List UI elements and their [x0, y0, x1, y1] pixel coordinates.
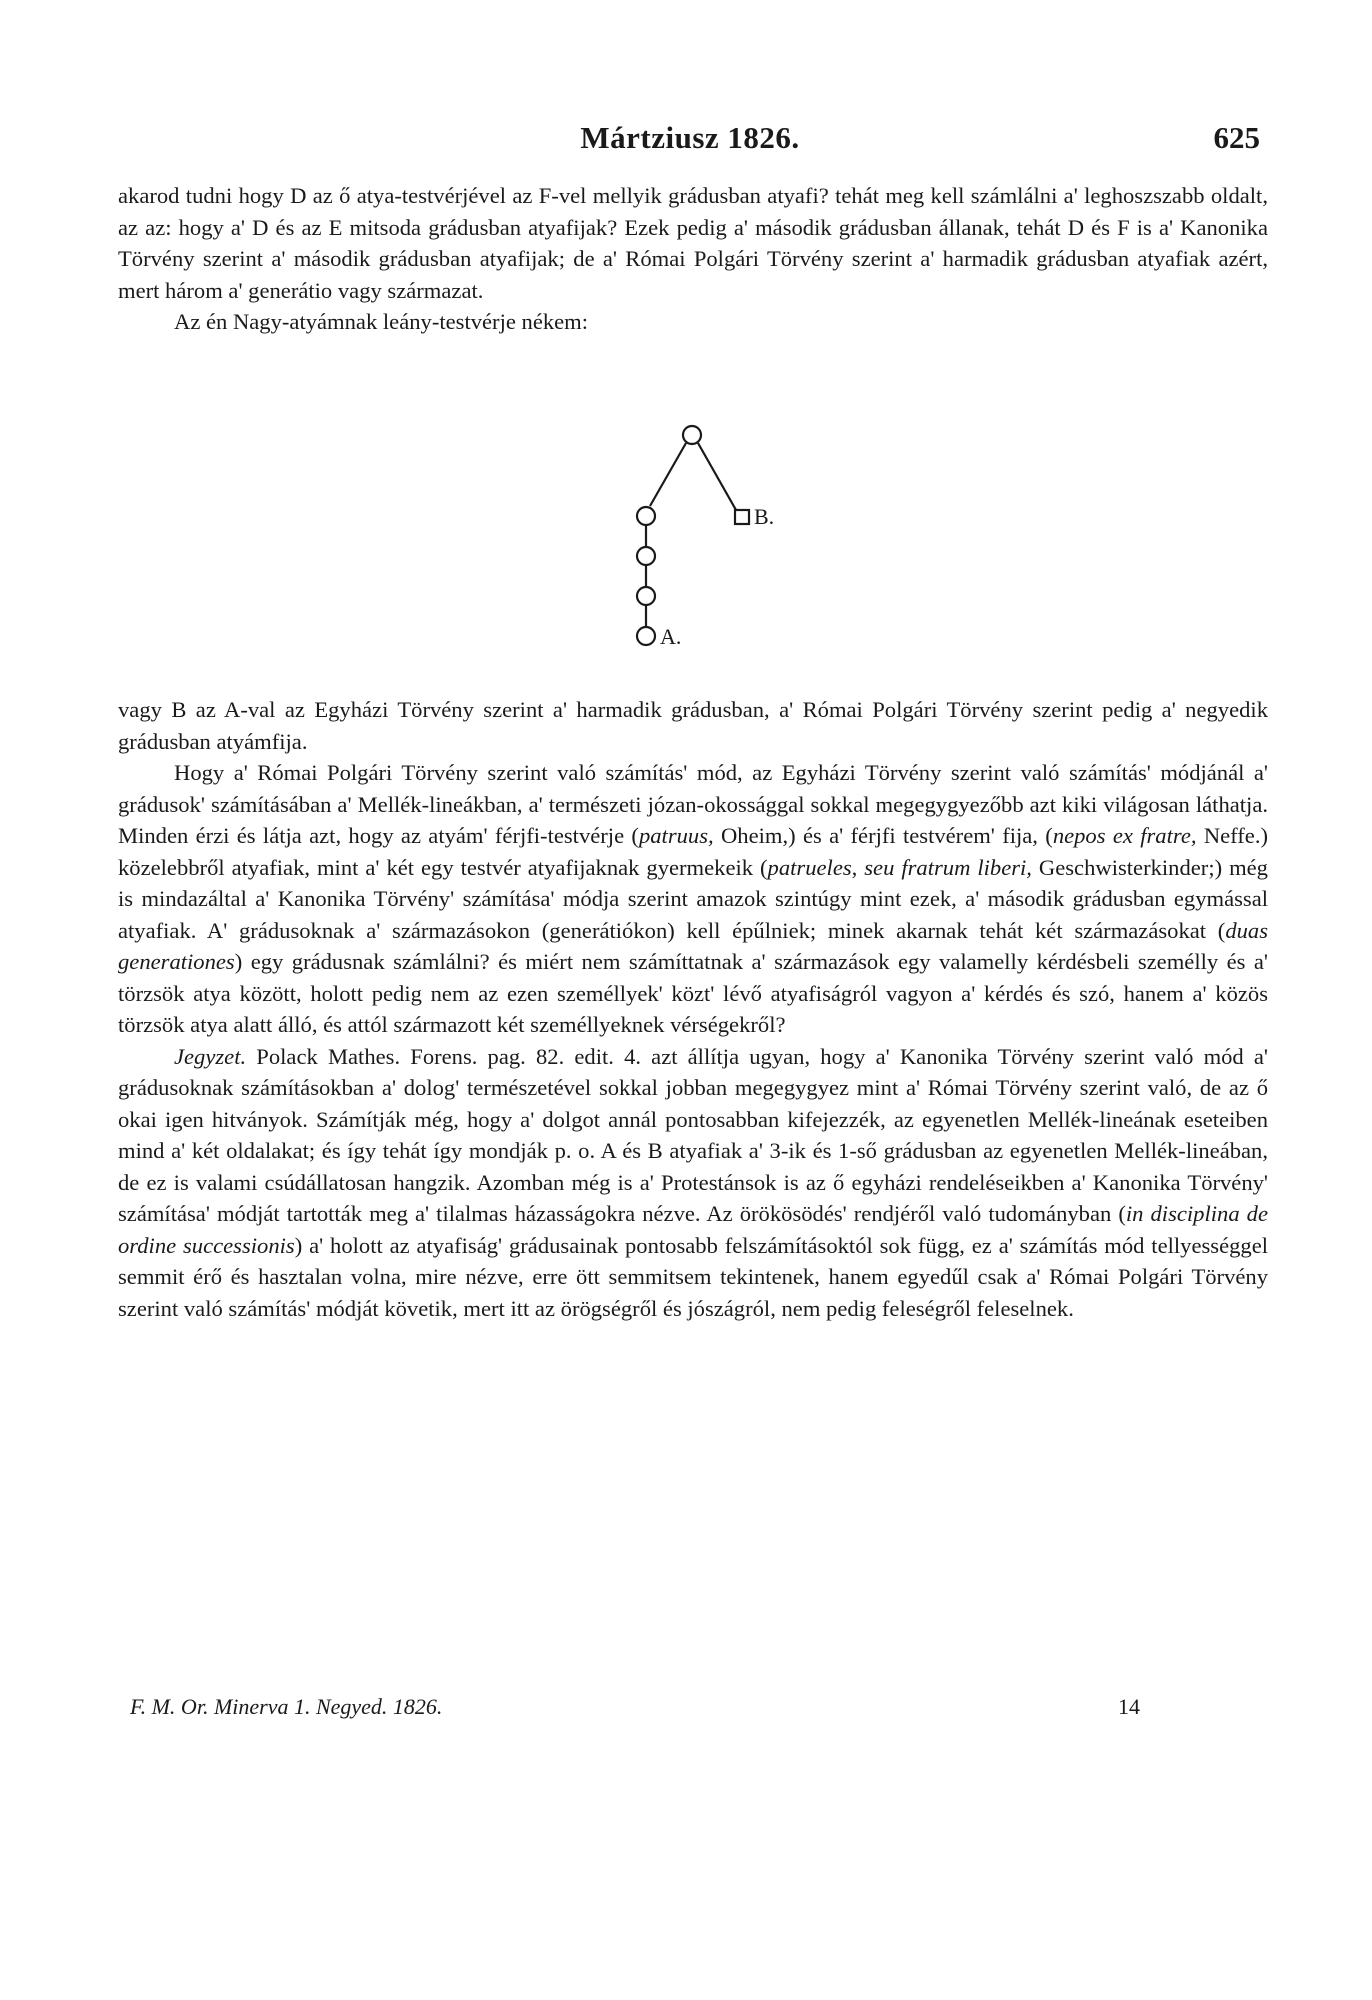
sheet-number: 14 [1118, 1694, 1140, 1719]
text-block-lower [118, 694, 1268, 1324]
text-block-upper [118, 180, 1268, 338]
parent-node [637, 547, 655, 565]
page-header [120, 120, 1260, 160]
page-footer [130, 1694, 1140, 1726]
note-label: Jegyzet. [174, 1043, 247, 1069]
child-node [637, 587, 655, 605]
text-run: Polack Mathes. Forens. pag. 82. edit. 4. azt állítja ugyan, hogy a' Kanonika Törvény szerint való mód a' grádusoknak számításokban a' dolog' természetével sokkal jobban megegygyez mint a' Római Törvény szerint való, de az ő okai igen hitványok. Számítják még, hogy a' dolgot annál pontosabban kifejezzék, az egyenetlen Mellék-lineának eseteiben mind a' két oldalakat; és így tehát így mondják p. o. A és B atyafiak a' 3-ik és 1-ső grádusban az egyenetlen Mellék-lineában, de ez is valami csúdállatosan hangzik. Azomban még is a' Protestánsok is az ő egyházi rendeléseikben a' Kanonika Törvény' számítása' módját tartották meg a' tilalmas házasságokra nézve. Az örökösödés' rendjéről való tudományban ( [118, 1043, 1268, 1226]
label-a: A. [660, 624, 682, 649]
text-run: ) a' holott az atyafiság' grádusainak pontosabb felszámításoktól sok függ, ez a' számítás mód tellyességgel semmit érő és hasztalan volna, mire nézve, erre ött semmitsem tekintenek, hanem egyedűl csak a' Római Polgári Törvény szerint való számítás' módját követik, mert itt az örögségről és jószágról, nem pedig feleségről feleselnek. [118, 1232, 1269, 1321]
signature-line: F. M. Or. Minerva 1. Negyed. 1826. [130, 1694, 443, 1719]
node-b-square [735, 510, 749, 524]
paragraph-note [118, 1041, 1268, 1325]
kinship-diagram-svg [620, 418, 860, 678]
latin-term: nepos ex fratre, [1052, 823, 1197, 848]
left-branch-line [650, 443, 686, 506]
grandfather-node [637, 507, 655, 525]
node-a [637, 627, 655, 645]
paragraph-intro: Az én Nagy-atyámnak leány-testvérje nékem: [174, 309, 589, 334]
text-run: ) egy grádusnak számlálni? és miért nem számíttatnak a' származások egy valamelly kérdésbeli személly és a' törzsök atya között, holott pedig nem az ezen személlyek' közt' lévő atyafiságról vagyon a' kérdés és szó, hanem a' közös törzsök atya alatt álló, és attól származott két személlyeknek vérségekről? [118, 949, 1268, 1037]
kinship-diagram [620, 418, 860, 678]
text-run: Geschwisterkinder;) még is mindazáltal a' Kanonika Törvény' számítása' módja szerint amazok szintúgy mint ezek, a' második grádusban egymással atyafiak. A' grádusoknak a' származásokon (generátiókon) kell épűlniek; minek akarnak tehát két származásokat ( [118, 854, 1268, 943]
latin-term: duas generationes [118, 917, 1268, 974]
latin-term: patrueles, seu fratrum liberi, [767, 854, 1032, 880]
page-number: 625 [1213, 120, 1260, 155]
text-run: Hogy a' Római Polgári Törvény szerint való számítás' mód, az Egyházi Törvény szerint való számítás' módjánál a' grádusok' számításában a' Mellék-lineákban, a' természeti józan-okossággal sokkal megegygyezőbb azt kiki világosan láthatja. Minden érzi és látja azt, hogy az atyám' férjfi-testvérje ( [118, 760, 1268, 848]
text-run: Oheim,) és a' férjfi testvérem' fija, ( [713, 823, 1053, 848]
right-branch-line [698, 443, 736, 510]
paragraph-continuation: akarod tudni hogy D az ő atya-testvérjével az F-vel mellyik grádusban atyafi? tehát meg kell számlálni a' leghoszszabb oldalt, az az: hogy a' D és az E mitsoda grádusban atyafijak? Ezek pedig a' második grádusban állanak, tehát D és F is a' Kanonika Törvény szerint a' második grádusban atyafijak; de a' Római Polgári Törvény szerint a' harmadik grádusban atyafiak azért, mert három a' generátio vagy származat. [118, 183, 1268, 303]
latin-term: patruus, [638, 823, 714, 848]
label-b: B. [754, 504, 775, 529]
paragraph-roman-law [118, 757, 1268, 1041]
paragraph-diagram-result: vagy B az A-val az Egyházi Törvény szerint a' harmadik grádusban, a' Római Polgári Törvény szerint pedig a' negyedik grádusban atyámfija. [118, 697, 1268, 754]
ancestor-node [683, 426, 701, 444]
text-run: Neffe.) közelebbről atyafiak, mint a' két egy testvér atyafijaknak gyermekeik ( [118, 823, 1269, 880]
running-title: Mártziusz 1826. [580, 120, 800, 155]
latin-term: in disciplina de ordine successionis [118, 1201, 1268, 1258]
